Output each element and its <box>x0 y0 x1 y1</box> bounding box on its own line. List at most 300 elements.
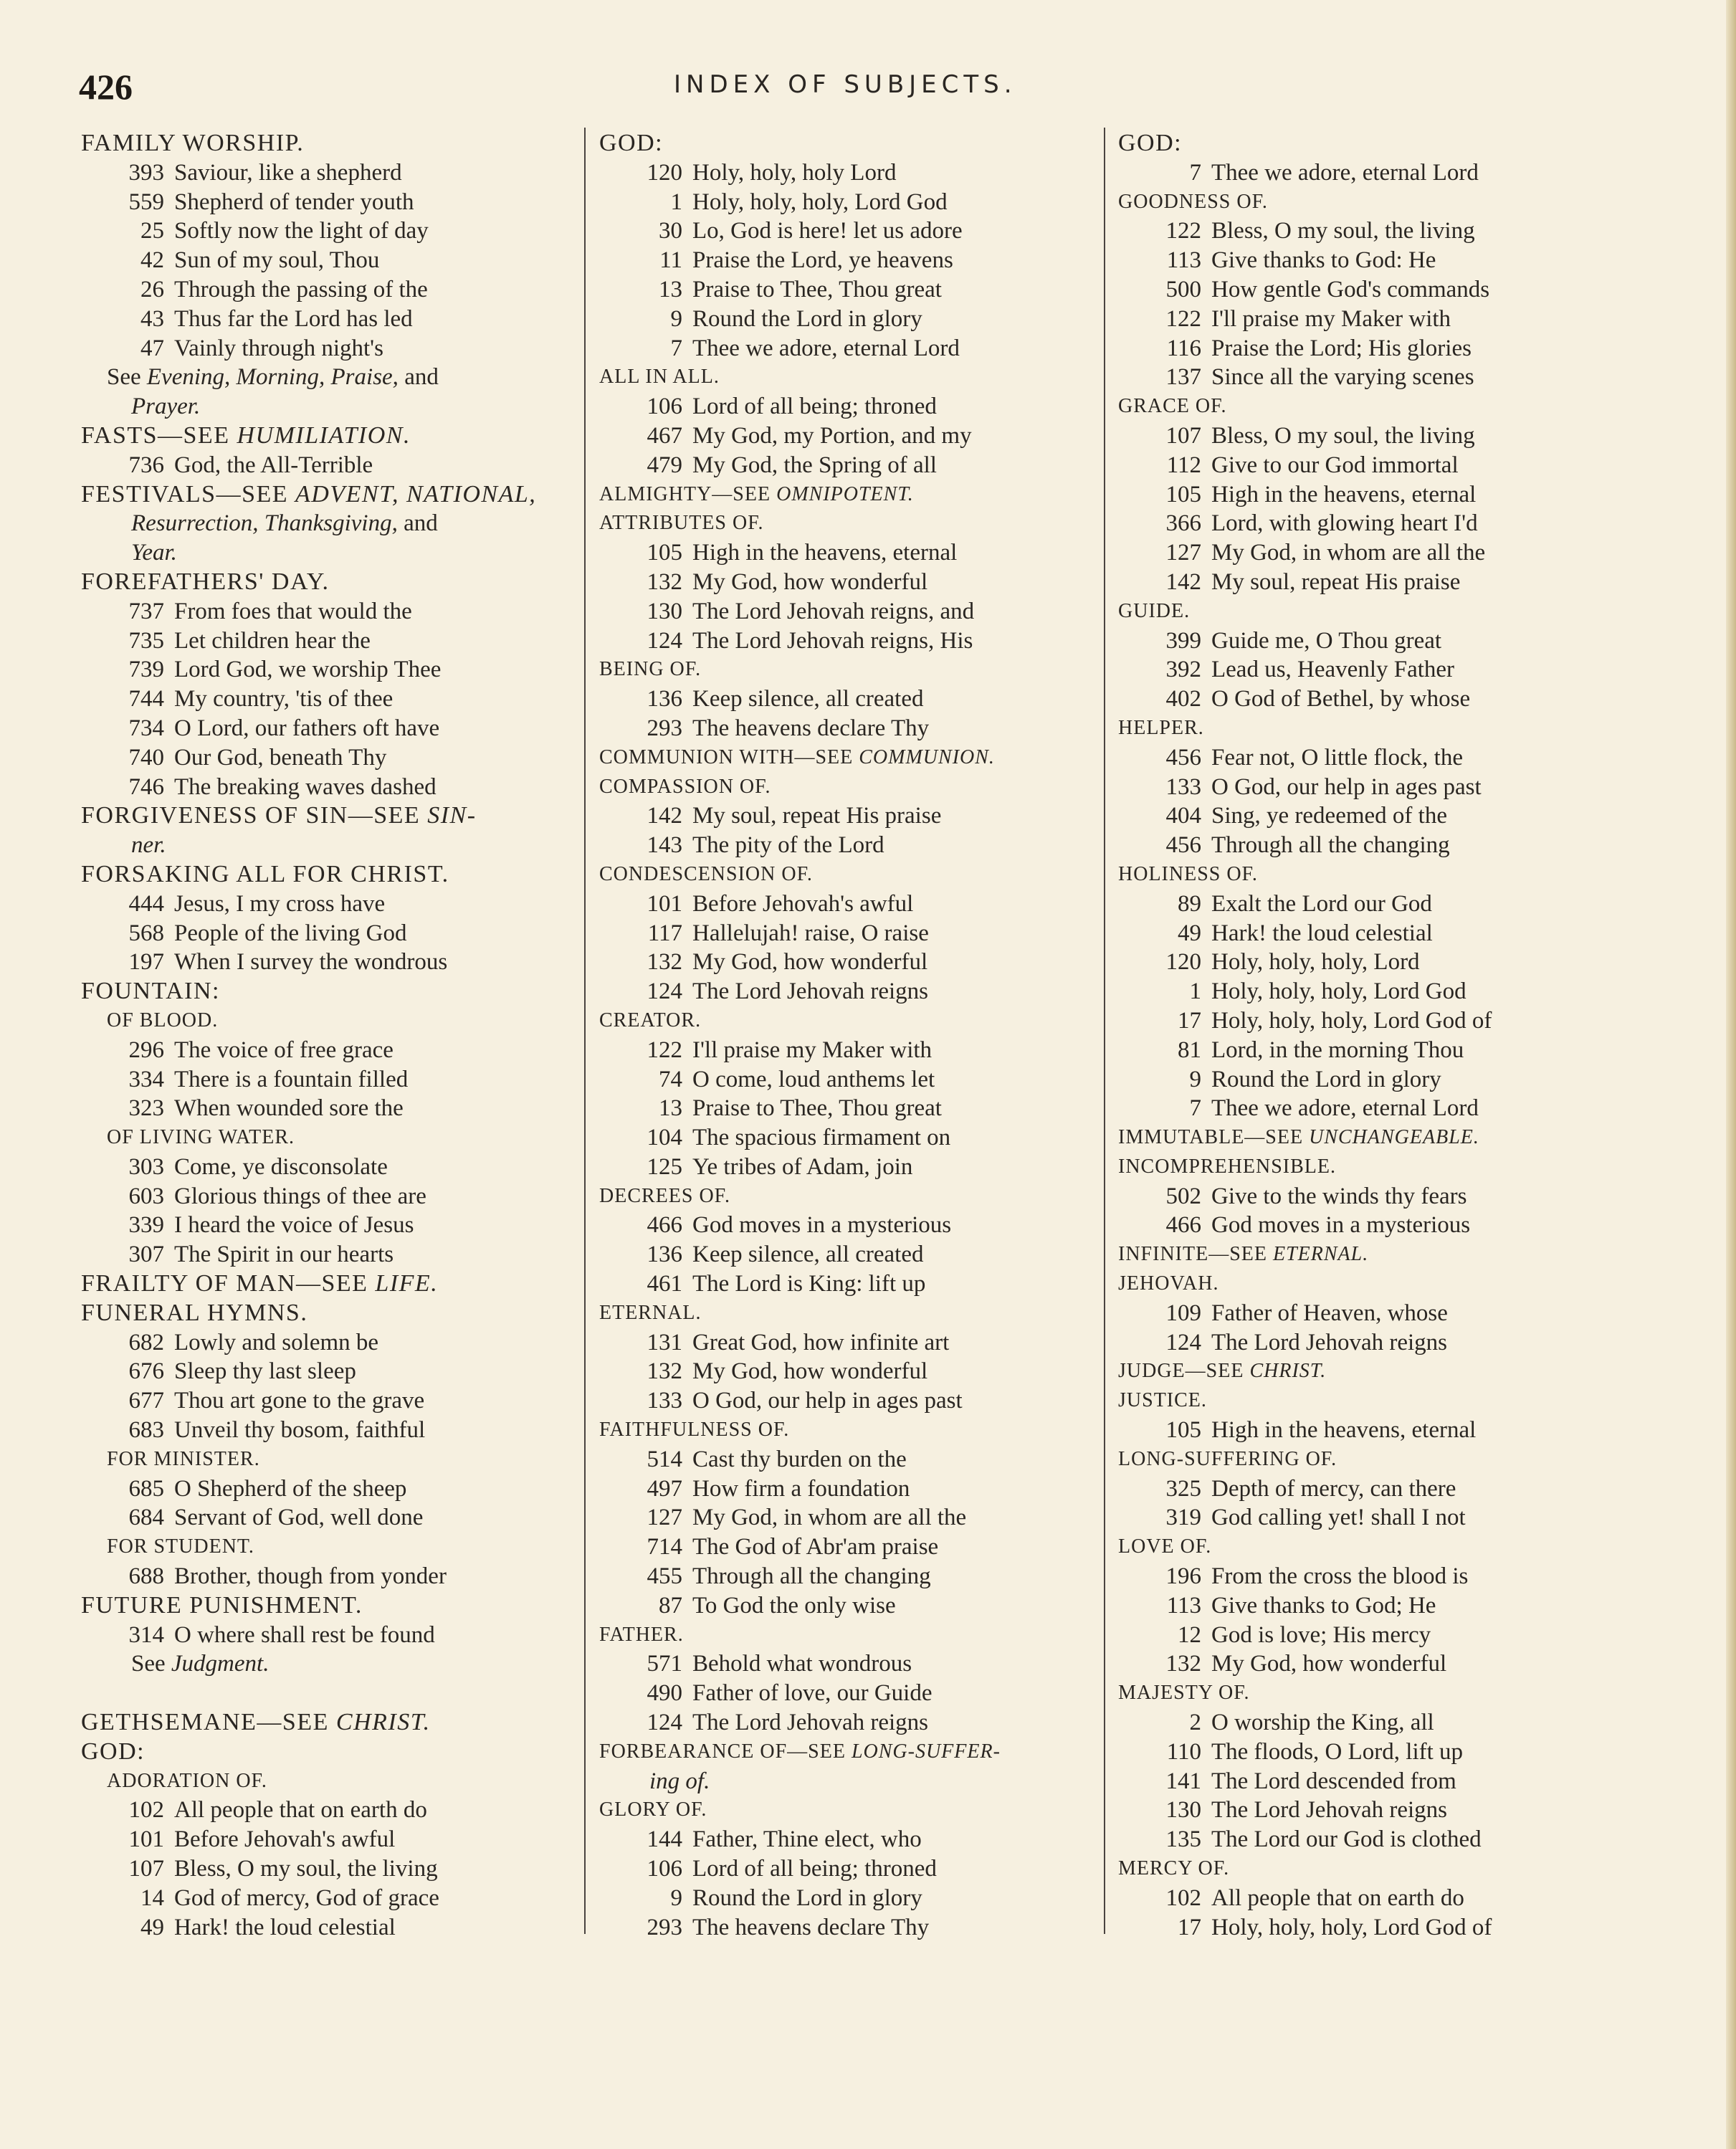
index-entry <box>81 1240 590 1269</box>
hymn-first-line: My God, how wonderful <box>692 949 928 976</box>
hymn-first-line: High in the heavens, eternal <box>1211 481 1477 508</box>
hymn-number: 141 <box>1165 1768 1201 1794</box>
hymn-first-line: Exalt the Lord our God <box>1211 890 1432 917</box>
hymn-first-line: Glorious things of thee are <box>174 1183 426 1209</box>
index-entry <box>1118 246 1627 275</box>
reference-label: LONG-SUFFERING OF. <box>1118 1447 1337 1470</box>
index-entry <box>81 246 590 275</box>
hymn-number: 107 <box>128 1856 164 1882</box>
index-column-1 <box>81 129 590 1942</box>
hymn-number: 688 <box>128 1563 164 1590</box>
hymn-first-line: Bless, O my soul, the living <box>1211 422 1475 449</box>
subtopic-heading <box>1118 1153 1627 1182</box>
reference-label: ATTRIBUTES OF. <box>599 512 764 535</box>
cross-reference: Prayer. <box>131 394 201 420</box>
reference-label: FOR MINISTER. <box>107 1447 260 1470</box>
hymn-number: 127 <box>647 1505 682 1531</box>
hymn-first-line: I'll praise my Maker with <box>692 1037 933 1063</box>
hymn-first-line: Since all the varying scenes <box>1211 364 1474 391</box>
index-entry <box>599 1854 1108 1884</box>
hymn-first-line: My God, my Portion, and my <box>692 422 972 449</box>
index-entry <box>1118 568 1627 597</box>
reference-label: OF LIVING WATER. <box>107 1126 295 1149</box>
hymn-first-line: Sun of my soul, Thou <box>174 247 380 274</box>
index-entry <box>1118 305 1627 334</box>
hymn-first-line: O where shall rest be found <box>174 1621 435 1648</box>
hymn-number: 122 <box>1165 218 1201 244</box>
hymn-number: 137 <box>1165 364 1201 391</box>
hymn-number: 43 <box>140 305 164 332</box>
index-entry <box>81 890 590 919</box>
hymn-first-line: Praise the Lord; His glories <box>1211 335 1472 361</box>
hymn-number: 196 <box>1165 1563 1201 1590</box>
reference-label: ETERNAL. <box>599 1301 702 1324</box>
hymn-number: 133 <box>647 1388 682 1414</box>
index-entry <box>599 1503 1108 1533</box>
hymn-first-line: Through the passing of the <box>174 276 428 302</box>
reference-label: ALMIGHTY—SEE <box>599 482 777 505</box>
hymn-number: 142 <box>1165 568 1201 595</box>
index-entry <box>81 305 590 334</box>
cross-reference: UNCHANGEABLE. <box>1309 1126 1479 1149</box>
hymn-number: 17 <box>1178 1914 1201 1940</box>
hymn-number: 101 <box>647 890 682 917</box>
index-entry <box>599 948 1108 977</box>
hymn-first-line: O God of Bethel, by whose <box>1211 686 1471 713</box>
index-entry <box>1118 831 1627 860</box>
hymn-first-line: Praise to Thee, Thou great <box>692 276 942 302</box>
hymn-first-line: Jesus, I my cross have <box>174 890 386 917</box>
index-entry <box>1118 1708 1627 1738</box>
index-entry <box>599 451 1108 480</box>
index-entry <box>1118 919 1627 948</box>
subject-heading <box>81 977 590 1006</box>
page-number: 426 <box>79 67 133 107</box>
subtopic-heading <box>599 743 1108 773</box>
hymn-number: 490 <box>647 1680 682 1707</box>
subject-heading <box>81 860 590 890</box>
hymn-first-line: O God, our help in ages past <box>1211 773 1482 800</box>
hymn-first-line: I heard the voice of Jesus <box>174 1212 414 1239</box>
subtopic-heading <box>1118 188 1627 217</box>
index-entry <box>81 1211 590 1240</box>
hymn-first-line: The floods, O Lord, lift up <box>1211 1738 1464 1765</box>
hymn-first-line: Praise to Thee, Thou great <box>692 1095 942 1122</box>
index-entry <box>81 451 590 480</box>
subject-heading <box>1118 129 1627 158</box>
hymn-number: 49 <box>1178 920 1201 946</box>
subject-heading <box>81 1299 590 1328</box>
hymn-number: 402 <box>1165 686 1201 713</box>
hymn-first-line: I'll praise my Maker with <box>1211 305 1451 332</box>
hymn-first-line: Father, Thine elect, who <box>692 1826 922 1853</box>
hymn-first-line: God moves in a mysterious <box>1211 1212 1471 1239</box>
hymn-number: 26 <box>140 276 164 302</box>
reference-label: FESTIVALS—SEE <box>81 480 296 508</box>
reference-label: HOLINESS OF. <box>1118 862 1258 885</box>
hymn-first-line: Give to our God immortal <box>1211 452 1459 478</box>
index-entry <box>1118 421 1627 451</box>
see-reference-continued <box>599 1767 1108 1796</box>
hymn-number: 319 <box>1165 1505 1201 1531</box>
page-edge <box>1726 0 1736 2149</box>
reference-label: See <box>131 1651 171 1677</box>
reference-label: ALL IN ALL. <box>599 366 720 389</box>
hymn-first-line: The Lord Jehovah reigns, and <box>692 598 975 624</box>
index-entry <box>599 1445 1108 1474</box>
hymn-number: 25 <box>140 218 164 244</box>
hymn-first-line: Thee we adore, eternal Lord <box>1211 1095 1479 1122</box>
reference-label: GOD: <box>1118 130 1183 156</box>
index-entry <box>599 275 1108 305</box>
hymn-first-line: The Lord Jehovah reigns <box>1211 1797 1447 1824</box>
reference-label: GOD: <box>599 130 664 156</box>
hymn-first-line: Thee we adore, eternal Lord <box>1211 159 1479 186</box>
hymn-first-line: The Lord Jehovah reigns <box>692 1710 928 1736</box>
hymn-first-line: Cast thy burden on the <box>692 1446 907 1472</box>
hymn-number: 571 <box>647 1651 682 1677</box>
hymn-number: 106 <box>647 394 682 420</box>
hymn-first-line: Lord God, we worship Thee <box>174 657 442 683</box>
subtopic-heading <box>599 773 1108 802</box>
hymn-first-line: The voice of free grace <box>174 1037 394 1063</box>
reference-label: JUSTICE. <box>1118 1389 1207 1412</box>
hymn-first-line: Give to the winds thy fears <box>1211 1183 1467 1209</box>
see-reference-continued <box>81 831 590 860</box>
hymn-first-line: Brother, though from yonder <box>174 1563 447 1590</box>
hymn-first-line: How gentle God's commands <box>1211 276 1490 302</box>
index-entry <box>599 421 1108 451</box>
subtopic-heading <box>1118 1679 1627 1708</box>
hymn-first-line: Holy, holy, holy, Lord God <box>1211 978 1466 1005</box>
hymn-first-line: How firm a foundation <box>692 1475 910 1502</box>
hymn-number: 13 <box>659 276 682 302</box>
hymn-number: 714 <box>647 1534 682 1560</box>
index-entry <box>1118 1884 1627 1913</box>
index-entry <box>599 919 1108 948</box>
index-entry <box>1118 743 1627 773</box>
hymn-number: 737 <box>128 598 164 624</box>
hymn-number: 455 <box>647 1563 682 1590</box>
hymn-first-line: From the cross the blood is <box>1211 1563 1469 1590</box>
index-column-3 <box>1118 129 1627 1942</box>
reference-label: FOREFATHERS' DAY. <box>81 568 330 595</box>
subtopic-heading <box>599 655 1108 685</box>
index-entry <box>1118 451 1627 480</box>
hymn-first-line: God of mercy, God of grace <box>174 1884 439 1911</box>
hymn-number: 744 <box>128 686 164 713</box>
reference-label: FORSAKING ALL FOR CHRIST. <box>81 860 449 887</box>
cross-reference: LONG-SUFFER- <box>851 1740 1001 1763</box>
index-entry <box>1118 626 1627 656</box>
cross-reference: ing of. <box>649 1768 710 1794</box>
index-entry <box>599 1474 1108 1504</box>
index-entry <box>1118 275 1627 305</box>
index-entry <box>1118 1796 1627 1825</box>
index-entry <box>81 919 590 948</box>
page-header <box>79 66 1656 116</box>
hymn-first-line: Lord, in the morning Thou <box>1211 1037 1464 1063</box>
see-reference-continued <box>81 392 590 421</box>
hymn-number: 12 <box>1178 1621 1201 1648</box>
hymn-first-line: To God the only wise <box>692 1592 896 1619</box>
hymn-first-line: God, the All-Terrible <box>174 452 373 478</box>
cross-reference: Judgment. <box>171 1651 270 1677</box>
hymn-number: 131 <box>647 1329 682 1355</box>
hymn-number: 466 <box>647 1212 682 1239</box>
subject-heading <box>81 1738 590 1767</box>
cross-reference: SIN- <box>427 802 477 829</box>
hymn-number: 116 <box>1166 335 1201 361</box>
hymn-number: 30 <box>659 218 682 244</box>
see-reference-continued <box>81 509 590 538</box>
cross-reference: Resurrection, Thanksgiving, <box>131 510 398 537</box>
hymn-first-line: Holy, holy, holy, Lord God <box>692 189 948 215</box>
hymn-number: 676 <box>128 1358 164 1385</box>
index-entry <box>81 773 590 802</box>
subject-heading <box>81 1708 590 1738</box>
subtopic-heading <box>599 1796 1108 1825</box>
hymn-first-line: The heavens declare Thy <box>692 1914 930 1940</box>
index-entry <box>81 158 590 188</box>
hymn-number: 47 <box>140 335 164 361</box>
index-entry <box>599 188 1108 217</box>
hymn-number: 125 <box>647 1153 682 1180</box>
index-entry <box>81 1153 590 1182</box>
index-entry <box>1118 1036 1627 1065</box>
index-entry <box>1118 685 1627 714</box>
reference-label: FOUNTAIN: <box>81 978 220 1005</box>
index-column-2 <box>599 129 1108 1942</box>
hymn-number: 81 <box>1178 1037 1201 1063</box>
index-entry <box>599 1153 1108 1182</box>
hymn-first-line: The Lord Jehovah reigns <box>1211 1329 1447 1355</box>
hymn-first-line: Holy, holy, holy, Lord God of <box>1211 1914 1492 1940</box>
hymn-first-line: Father of Heaven, whose <box>1211 1300 1448 1326</box>
index-entry <box>81 1884 590 1913</box>
hymn-number: 106 <box>647 1856 682 1882</box>
hymn-number: 124 <box>1165 1329 1201 1355</box>
reference-label: COMMUNION WITH—SEE <box>599 745 859 768</box>
hymn-first-line: O worship the King, all <box>1211 1710 1434 1736</box>
hymn-first-line: Lowly and solemn be <box>174 1329 379 1355</box>
hymn-first-line: The Lord Jehovah reigns <box>692 978 928 1005</box>
hymn-first-line: Vainly through night's <box>174 335 383 361</box>
hymn-number: 293 <box>647 715 682 741</box>
index-entry <box>599 158 1108 188</box>
hymn-first-line: Behold what wondrous <box>692 1651 912 1677</box>
hymn-number: 399 <box>1165 627 1201 654</box>
index-entry <box>81 1562 590 1591</box>
hymn-number: 9 <box>670 1884 682 1911</box>
hymn-number: 7 <box>1189 159 1201 186</box>
hymn-number: 366 <box>1165 510 1201 537</box>
hymn-number: 677 <box>128 1388 164 1414</box>
reference-label: DECREES OF. <box>599 1184 731 1207</box>
hymn-first-line: Holy, holy, holy, Lord <box>1211 949 1420 976</box>
hymn-first-line: High in the heavens, eternal <box>1211 1417 1477 1444</box>
reference-label: GOD: <box>81 1738 146 1765</box>
index-entry <box>81 188 590 217</box>
hymn-number: 110 <box>1166 1738 1201 1765</box>
index-entry <box>81 216 590 246</box>
index-entry <box>599 801 1108 831</box>
subtopic-heading <box>599 480 1108 510</box>
hymn-number: 303 <box>128 1153 164 1180</box>
subtopic-heading <box>81 1533 590 1562</box>
index-entry <box>81 1825 590 1854</box>
hymn-first-line: Before Jehovah's awful <box>174 1826 396 1853</box>
hymn-number: 142 <box>647 803 682 829</box>
hymn-first-line: Sleep thy last sleep <box>174 1358 356 1385</box>
hymn-number: 739 <box>128 657 164 683</box>
hymn-first-line: Saviour, like a shepherd <box>174 159 402 186</box>
hymn-number: 461 <box>647 1271 682 1297</box>
hymn-number: 502 <box>1165 1183 1201 1209</box>
index-entry <box>1118 1591 1627 1621</box>
hymn-number: 7 <box>1189 1095 1201 1122</box>
reference-label: LOVE OF. <box>1118 1535 1212 1558</box>
hymn-number: 133 <box>1165 773 1201 800</box>
index-entry <box>1118 509 1627 538</box>
hymn-number: 323 <box>128 1095 164 1122</box>
hymn-number: 9 <box>670 305 682 332</box>
subject-heading <box>81 568 590 597</box>
hymn-number: 120 <box>1165 949 1201 976</box>
index-entry <box>599 1357 1108 1386</box>
index-entry <box>1118 480 1627 510</box>
hymn-first-line: The God of Abr'am praise <box>692 1534 939 1560</box>
hymn-number: 467 <box>647 422 682 449</box>
subtopic-heading <box>1118 860 1627 890</box>
index-entry <box>1118 538 1627 568</box>
hymn-first-line: Come, ye disconsolate <box>174 1153 388 1180</box>
index-entry <box>81 1796 590 1825</box>
hymn-number: 404 <box>1165 803 1201 829</box>
reference-label: FORGIVENESS OF SIN—SEE <box>81 802 428 829</box>
hymn-number: 124 <box>647 1710 682 1736</box>
hymn-number: 603 <box>128 1183 164 1209</box>
index-entry <box>599 1123 1108 1153</box>
reference-label: HELPER. <box>1118 716 1204 739</box>
hymn-number: 307 <box>128 1242 164 1268</box>
index-entry <box>1118 158 1627 188</box>
hymn-number: 293 <box>647 1914 682 1940</box>
hymn-first-line: O God, our help in ages past <box>692 1388 963 1414</box>
index-entry <box>599 1386 1108 1416</box>
hymn-number: 325 <box>1165 1475 1201 1502</box>
hymn-number: 144 <box>647 1826 682 1853</box>
hymn-first-line: Lord of all being; throned <box>692 394 937 420</box>
index-entry <box>1118 655 1627 685</box>
hymn-number: 132 <box>647 1358 682 1385</box>
index-entry <box>1118 1065 1627 1095</box>
subject-heading <box>81 801 590 831</box>
index-entry <box>81 1036 590 1065</box>
index-entry <box>1118 1738 1627 1767</box>
hymn-first-line: When I survey the wondrous <box>174 949 448 976</box>
reference-label: GETHSEMANE—SEE <box>81 1709 336 1736</box>
hymn-number: 392 <box>1165 657 1201 683</box>
index-entry <box>599 597 1108 626</box>
index-entry <box>81 1416 590 1445</box>
hymn-first-line: High in the heavens, eternal <box>692 540 958 566</box>
index-entry <box>599 1649 1108 1679</box>
index-entry <box>1118 1416 1627 1445</box>
hymn-number: 136 <box>647 686 682 713</box>
subtopic-heading <box>599 860 1108 890</box>
hymn-first-line: Fear not, O little flock, the <box>1211 744 1463 771</box>
subject-heading <box>81 421 590 451</box>
index-entry <box>81 1094 590 1123</box>
index-entry <box>599 1679 1108 1708</box>
index-entry <box>81 275 590 305</box>
index-entry <box>1118 1621 1627 1650</box>
index-entry <box>81 1065 590 1095</box>
hymn-number: 559 <box>128 189 164 215</box>
hymn-first-line: Through all the changing <box>1211 832 1450 859</box>
index-entry <box>599 1825 1108 1854</box>
subtopic-heading <box>1118 392 1627 421</box>
subtopic-heading <box>1118 597 1627 626</box>
hymn-number: 89 <box>1178 890 1201 917</box>
index-entry <box>1118 1211 1627 1240</box>
index-entry <box>1118 801 1627 831</box>
hymn-first-line: Holy, holy, holy, Lord God of <box>1211 1007 1492 1034</box>
subtopic-heading <box>81 1767 590 1796</box>
hymn-first-line: Lo, God is here! let us adore <box>692 218 963 244</box>
hymn-first-line: The breaking waves dashed <box>174 773 437 800</box>
hymn-first-line: Lord, with glowing heart I'd <box>1211 510 1478 537</box>
index-entry <box>1118 773 1627 802</box>
hymn-number: 14 <box>140 1884 164 1911</box>
index-entry <box>81 685 590 714</box>
subtopic-heading <box>81 1123 590 1153</box>
index-entry <box>1118 1913 1627 1943</box>
hymn-number: 685 <box>128 1475 164 1502</box>
reference-label: CONDESCENSION OF. <box>599 862 813 885</box>
index-entry <box>599 1269 1108 1299</box>
hymn-first-line: When wounded sore the <box>174 1095 404 1122</box>
hymn-first-line: Unveil thy bosom, faithful <box>174 1417 426 1444</box>
hymn-number: 735 <box>128 627 164 654</box>
reference-label: GLORY OF. <box>599 1798 707 1821</box>
hymn-first-line: Round the Lord in glory <box>692 1884 922 1911</box>
hymn-number: 122 <box>1165 305 1201 332</box>
index-entry <box>599 1036 1108 1065</box>
hymn-first-line: My God, how wonderful <box>692 1358 928 1385</box>
hymn-first-line: My God, the Spring of all <box>692 452 937 478</box>
hymn-number: 296 <box>128 1037 164 1063</box>
hymn-number: 746 <box>128 773 164 800</box>
hymn-first-line: Hark! the loud celestial <box>1211 920 1433 946</box>
hymn-first-line: Ye tribes of Adam, join <box>692 1153 913 1180</box>
hymn-number: 1 <box>670 189 682 215</box>
index-entry <box>599 977 1108 1006</box>
index-entry <box>81 1854 590 1884</box>
reference-label: and <box>397 510 438 537</box>
subtopic-heading <box>599 363 1108 392</box>
hymn-first-line: My soul, repeat His praise <box>1211 568 1461 595</box>
cross-reference: Year. <box>131 540 177 566</box>
reference-label: FOR STUDENT. <box>107 1535 254 1558</box>
hymn-first-line: Hark! the loud celestial <box>174 1914 396 1940</box>
index-entry <box>599 626 1108 656</box>
hymn-number: 683 <box>128 1417 164 1444</box>
hymn-first-line: My God, how wonderful <box>692 568 928 595</box>
hymn-number: 101 <box>128 1826 164 1853</box>
hymn-number: 109 <box>1165 1300 1201 1326</box>
